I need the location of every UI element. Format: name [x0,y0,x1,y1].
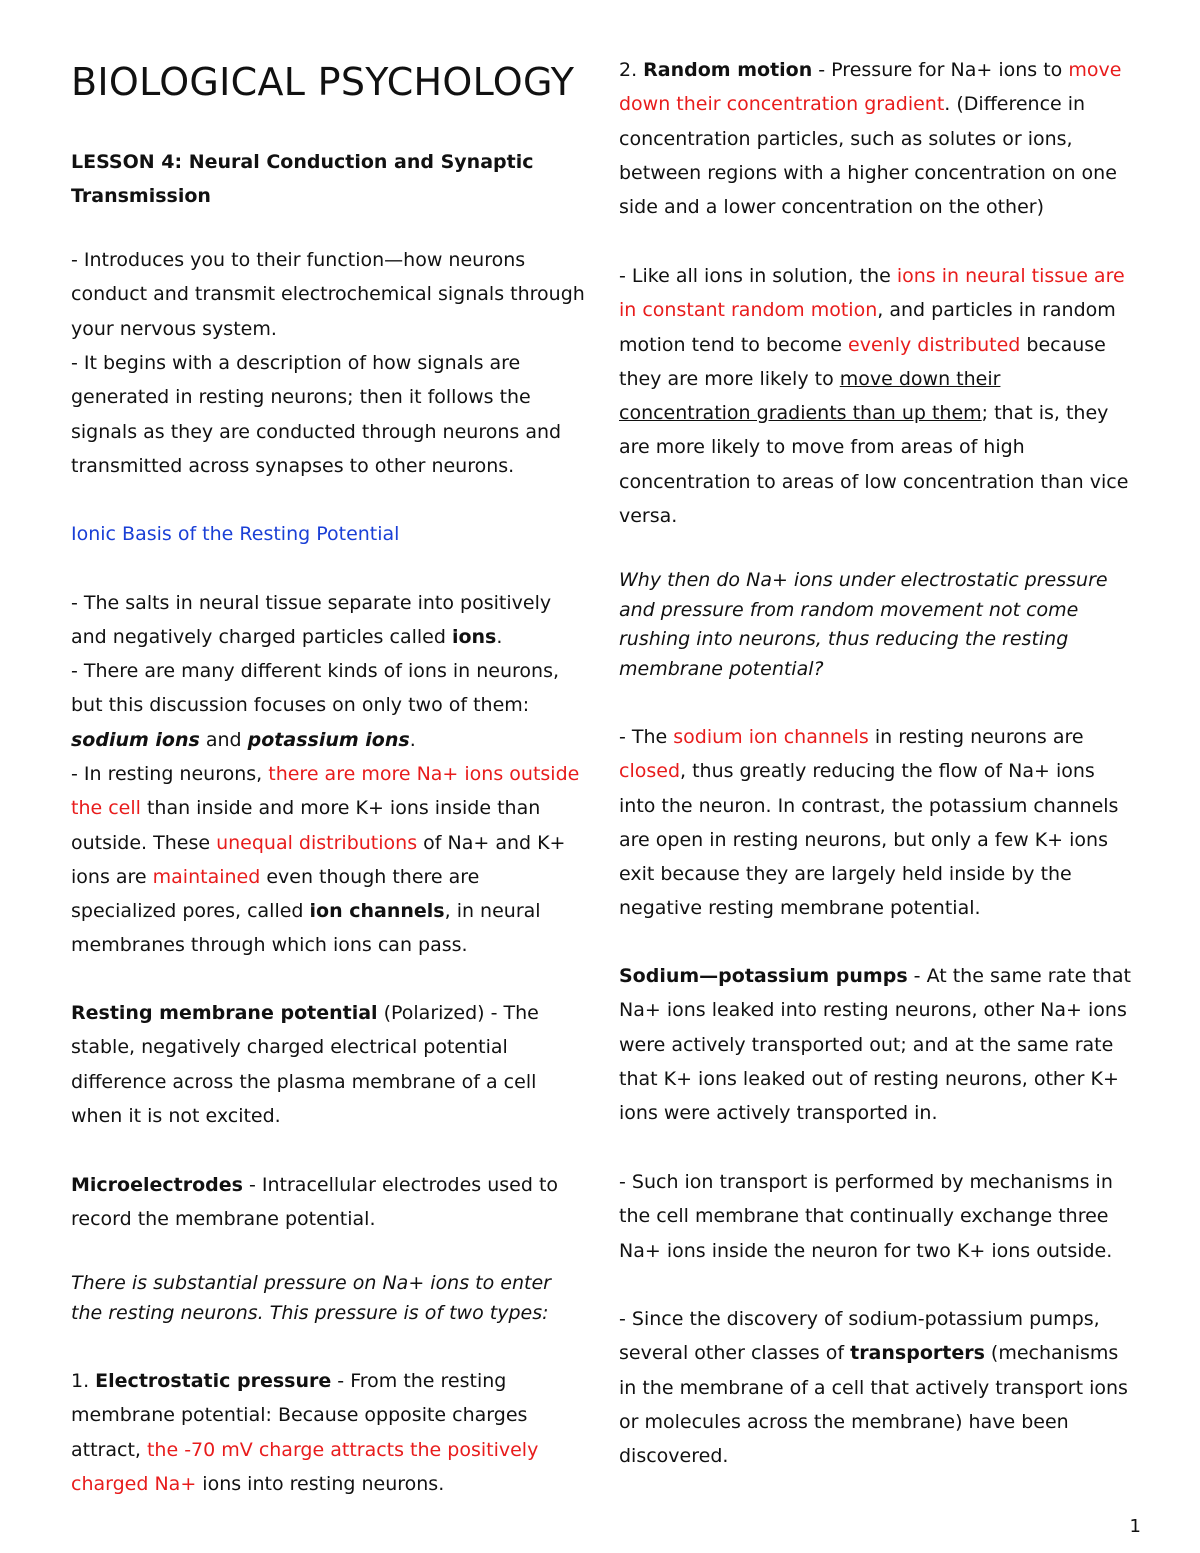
term-random-motion: Random motion [643,59,813,81]
random-motion-paragraph: - Like all ions in solution, the ions in neural tissue are in constant random motion, and particles in random motion tend to become evenly distributed because they are more likely to move down their concentration gradients than up them; that is, they are more likely to move from areas of high concentration to areas of low concentration than vice versa. [619,265,1129,528]
ions-paragraph-2: - There are many different kinds of ions in neurons, but this discussion focuses on only two of them: sodium ions and potassium ions. [71,660,560,751]
lesson-heading: LESSON 4: Neural Conduction and Synaptic Transmission [71,151,534,207]
transporters-paragraph: - Since the discovery of sodium-potassium pumps, several other classes of transporters (mechanisms in the membrane of a cell that actively transport ions or molecules across the membrane) have been discovered. [619,1308,1128,1468]
underlined-move-down-gradients: move down their concentration gradients than up them [619,367,1001,425]
highlight-evenly-distributed: evenly distributed [848,333,1021,356]
intro-paragraph-1: - Introduces you to their function—how neurons conduct and transmit electrochemical signals through your nervous system. [71,249,585,340]
highlight-concentration-gradient: move down their concentration gradient [619,59,1122,116]
highlight-minus-70-mv: the -70 mV charge attracts the positively charged Na+ [71,1438,539,1495]
term-sodium-potassium-pumps: Sodium—potassium pumps [619,965,908,987]
ions-paragraph-3: - In resting neurons, there are more Na+ ions outside the cell than inside and more K+ ions inside than outside. These unequal distributions of Na+ and K+ ions are maintained even though there are specialized pores, called ion channels, in neural membranes through which ions can pass. [71,763,580,957]
random-motion: 2. Random motion - Pressure for Na+ ions to move down their concentration gradient. (Difference in concentration particles, such as solutes or ions, between regions with a higher concentration on one side and a lower concentration on the other) [619,59,1122,219]
highlight-maintained: maintained [152,865,261,888]
term-ions: ions [451,626,497,649]
term-resting-membrane-potential: Resting membrane potential [71,1002,378,1024]
electrostatic-pressure: 1. Electrostatic pressure - From the resting membrane potential: Because opposite charges attract, the -70 mV charge attracts the positively charged Na+ ions into resting neurons. [71,1370,539,1495]
term-potassium-ions: potassium ions [247,728,410,751]
page-number: 1 [1129,1516,1141,1537]
ions-paragraph-1: - The salts in neural tissue separate into positively and negatively charged particles called ions. [71,592,552,649]
section-heading: Ionic Basis of the Resting Potential [71,523,400,545]
pressure-intro: There is substantial pressure on Na+ ions to enter the resting neurons. This pressure is of two types: [71,1272,551,1324]
question-paragraph: Why then do Na+ ions under electrostatic pressure and pressure from random movement not come rushing into neurons, thus reducing the resting membrane potential? [619,569,1108,680]
pumps-definition: Sodium—potassium pumps - At the same rate that Na+ ions leaked into resting neurons, other Na+ ions were actively transported out; and at the same rate that K+ ions leaked out of resting neurons, other K+ ions were actively transported in. [619,965,1131,1125]
highlight-closed: closed [619,760,680,783]
channels-paragraph: - The sodium ion channels in resting neurons are closed, thus greatly reducing the flow of Na+ ions into the neuron. In contrast, the potassium channels are open in resting neurons, but only a few K+ ions exit because they are largely held inside by the negative resting membrane potential. [619,726,1119,920]
rmp-definition: Resting membrane potential (Polarized) - The stable, negatively charged electrical potential difference across the plasma membrane of a cell when it is not excited. [71,1002,539,1127]
term-sodium-ions: sodium ions [71,728,200,751]
highlight-unequal-distributions: unequal distributions [216,831,418,854]
highlight-more-na-outside: there are more Na+ ions outside the cell [71,763,580,820]
transport-paragraph: - Such ion transport is performed by mechanisms in the cell membrane that continually exchange three Na+ ions inside the neuron for two K+ ions outside. [619,1171,1113,1262]
term-electrostatic-pressure: Electrostatic pressure [95,1370,332,1392]
term-ion-channels: ion channels [309,900,445,923]
highlight-constant-random-motion: ions in neural tissue are in constant random motion [619,265,1125,322]
term-microelectrodes: Microelectrodes [71,1174,243,1196]
highlight-sodium-ion-channels: sodium ion channels [673,726,869,748]
intro-paragraph-2: - It begins with a description of how signals are generated in resting neurons; then it follows the signals as they are conducted through neurons and transmitted across synapses to other neurons. [71,352,562,477]
page-title: BIOLOGICAL PSYCHOLOGY [71,60,575,104]
microelectrodes-definition: Microelectrodes - Intracellular electrodes used to record the membrane potential. [71,1174,559,1231]
term-transporters: transporters [850,1342,985,1365]
